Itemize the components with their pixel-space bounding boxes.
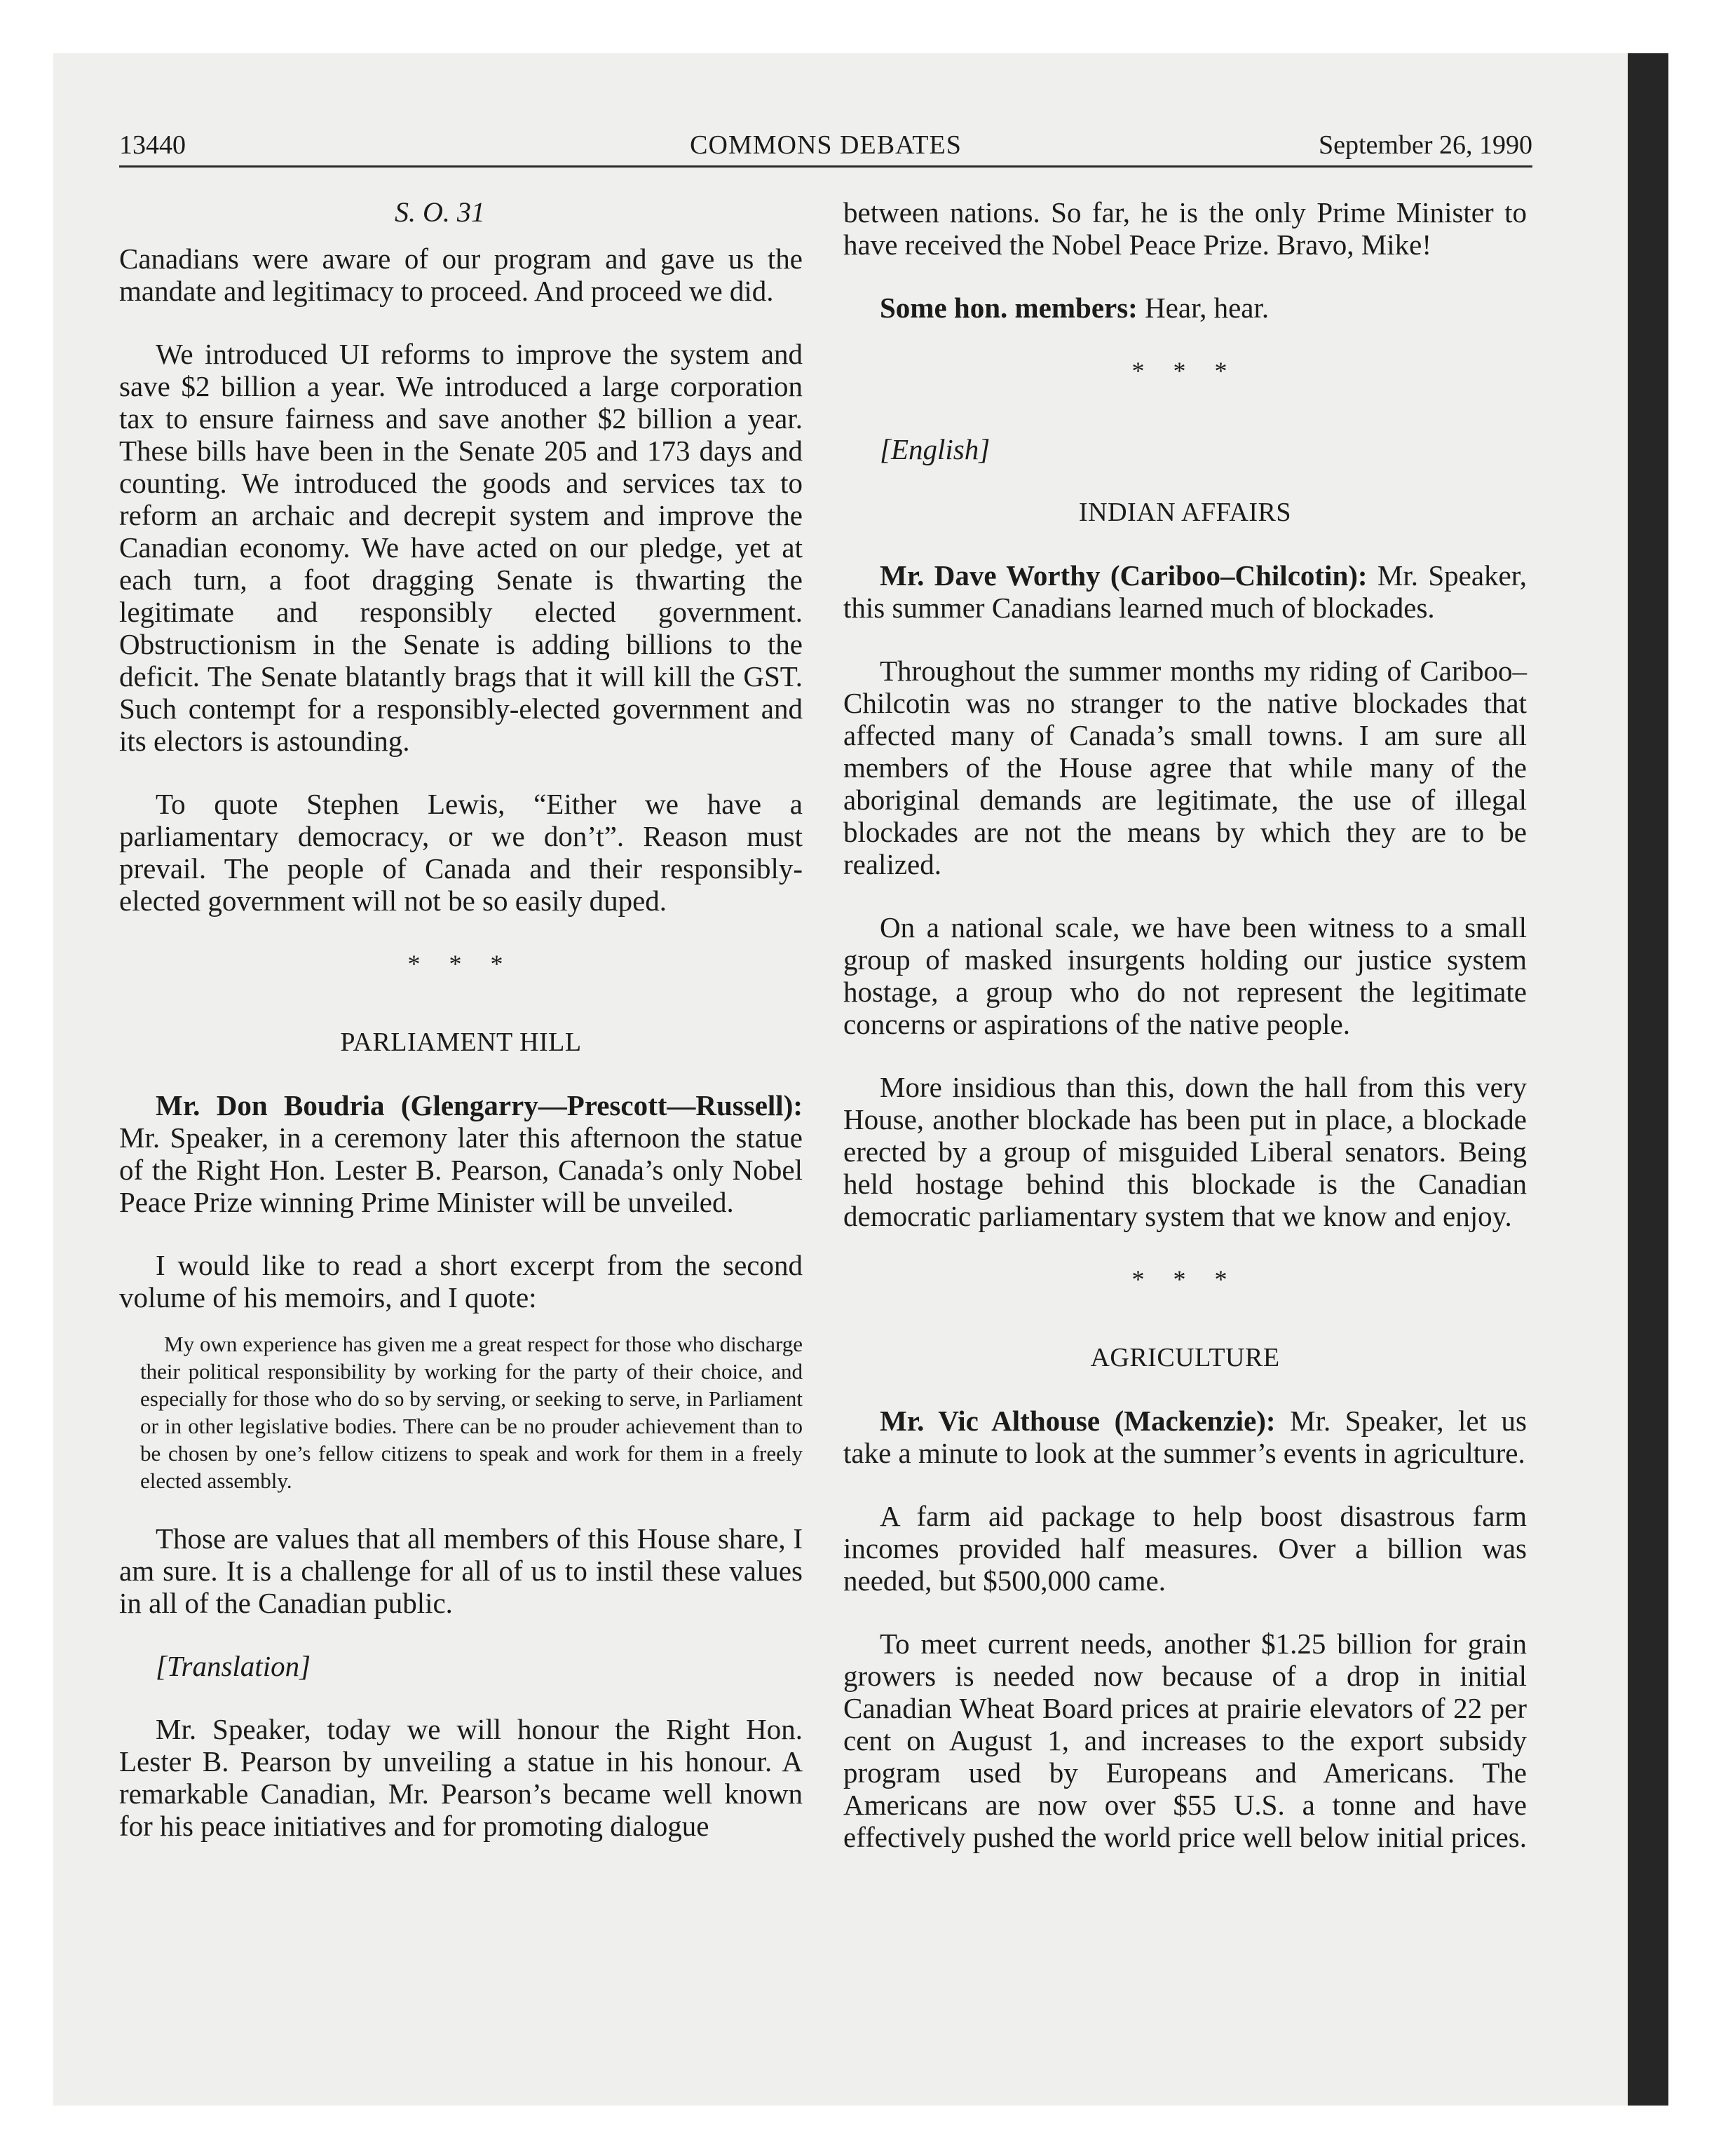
language-marker: [English] bbox=[880, 433, 991, 465]
section-heading: PARLIAMENT HILL bbox=[340, 1028, 582, 1057]
page-header bbox=[119, 125, 1532, 165]
paragraph: Canadians were aware of our program and gave us the mandate and legitimacy to proceed. And proceed we did. bbox=[119, 243, 803, 307]
left-column bbox=[119, 196, 803, 1873]
right-column bbox=[843, 196, 1527, 1884]
speaker-paragraph bbox=[843, 559, 1527, 624]
section-separator: * * * bbox=[407, 950, 515, 978]
members-label: Some hon. members: bbox=[880, 292, 1138, 324]
speech-text: Mr. Speaker, let us take a minute to look at the summer’s events in agriculture. bbox=[843, 1405, 1527, 1469]
paragraph: Mr. Speaker, today we will honour the Right Hon. Lester B. Pearson by unveiling a statue in his honour. A remarkable Canadian, Mr. Pearson’s became well known for his peace initiatives and for promoting dialogue bbox=[119, 1713, 803, 1842]
page-number: 13440 bbox=[119, 130, 186, 160]
section-heading: AGRICULTURE bbox=[1090, 1343, 1280, 1372]
paragraph: Throughout the summer months my riding of Cariboo–Chilcotin was no stranger to the native blockades that affected many of Canada’s small towns. I am sure all members of the House agree that while many of the aboriginal demands are legitimate, the use of illegal blockades are not the means by which they are to be realized. bbox=[843, 655, 1527, 880]
speaker-name: Mr. Dave Worthy (Cariboo–Chilcotin): bbox=[880, 559, 1368, 592]
speaker-name: Mr. Don Boudria (Glengarry—Prescott—Russell): bbox=[156, 1089, 803, 1121]
speaker-paragraph bbox=[843, 1405, 1527, 1469]
members-interjection bbox=[843, 292, 1527, 324]
speech-text: Mr. Speaker, in a ceremony later this afternoon the statue of the Right Hon. Lester B. Pearson, Canada’s only Nobel Peace Prize winning Prime Minister will be unveiled. bbox=[119, 1121, 803, 1218]
section-separator: * * * bbox=[1131, 357, 1239, 385]
speaker-paragraph bbox=[119, 1089, 803, 1218]
members-text: Hear, hear. bbox=[1145, 292, 1270, 324]
paragraph: We introduced UI reforms to improve the system and save $2 billion a year. We introduced a large corporation tax to ensure fairness and save another $2 billion a year. These bills have been in the Senate 205 and 173 days and counting. We introduced the goods and services tax to reform an archaic and decrepit system and improve the Canadian economy. We have acted on our pledge, yet at each turn, a foot dragging Senate is thwarting the legitimate and responsibly elected government. Obstructionism in the Senate is adding billions to the deficit. The Senate blatantly brags that it will kill the GST. Such contempt for a responsibly-elected government and its electors is astounding. bbox=[119, 338, 803, 757]
page-date: September 26, 1990 bbox=[1318, 130, 1532, 160]
scan-edge-bar bbox=[1628, 53, 1668, 2106]
paragraph: A farm aid package to help boost disastrous farm incomes provided half measures. Over a billion was needed, but $500,000 came. bbox=[843, 1500, 1527, 1597]
publication-title: COMMONS DEBATES bbox=[690, 130, 962, 160]
paragraph: To quote Stephen Lewis, “Either we have a parliamentary democracy, or we don’t”. Reason must prevail. The people of Canada and their responsibly-elected government will not be so easily duped. bbox=[119, 788, 803, 917]
block-quote: My own experience has given me a great respect for those who discharge their political responsibility by working for the party of their choice, and especially for those who do so by serving, or seeking to serve, in Parliament or in other legislative bodies. There can be no prouder achievement than to be chosen by one’s fellow citizens to speak and work for them in a freely elected assembly. bbox=[140, 1332, 803, 1493]
paragraph: On a national scale, we have been witness to a small group of masked insurgents holding our justice system hostage, a group who do not represent the legitimate concerns or aspirations of the native people. bbox=[843, 911, 1527, 1040]
paragraph: between nations. So far, he is the only Prime Minister to have received the Nobel Peace Prize. Bravo, Mike! bbox=[843, 196, 1527, 261]
paragraph: To meet current needs, another $1.25 billion for grain growers is needed now because of a drop in initial Canadian Wheat Board prices at prairie elevators of 22 per cent on August 1, and increases to the export subsidy program used by Europeans and Americans. The Americans are now over $55 U.S. a tonne and have effectively pushed the world price well below initial prices. bbox=[843, 1628, 1527, 1853]
paragraph: Those are values that all members of this House share, I am sure. It is a challenge for all of us to instil these values in all of the Canadian public. bbox=[119, 1522, 803, 1619]
speech-text: Mr. Speaker, this summer Canadians learned much of blockades. bbox=[843, 559, 1527, 624]
paragraph: I would like to read a short excerpt from the second volume of his memoirs, and I quote: bbox=[119, 1249, 803, 1314]
paragraph: More insidious than this, down the hall from this very House, another blockade has been put in place, a blockade erected by a group of misguided Liberal senators. Being held hostage behind this blockade is the Canadian democratic parliamentary system that we know and enjoy. bbox=[843, 1071, 1527, 1232]
language-marker: [Translation] bbox=[156, 1650, 311, 1682]
section-separator: * * * bbox=[1131, 1265, 1239, 1293]
speaker-name: Mr. Vic Althouse (Mackenzie): bbox=[880, 1405, 1276, 1437]
section-heading: INDIAN AFFAIRS bbox=[1079, 498, 1291, 527]
header-rule bbox=[119, 165, 1532, 168]
standing-order-label: S. O. 31 bbox=[395, 196, 485, 228]
